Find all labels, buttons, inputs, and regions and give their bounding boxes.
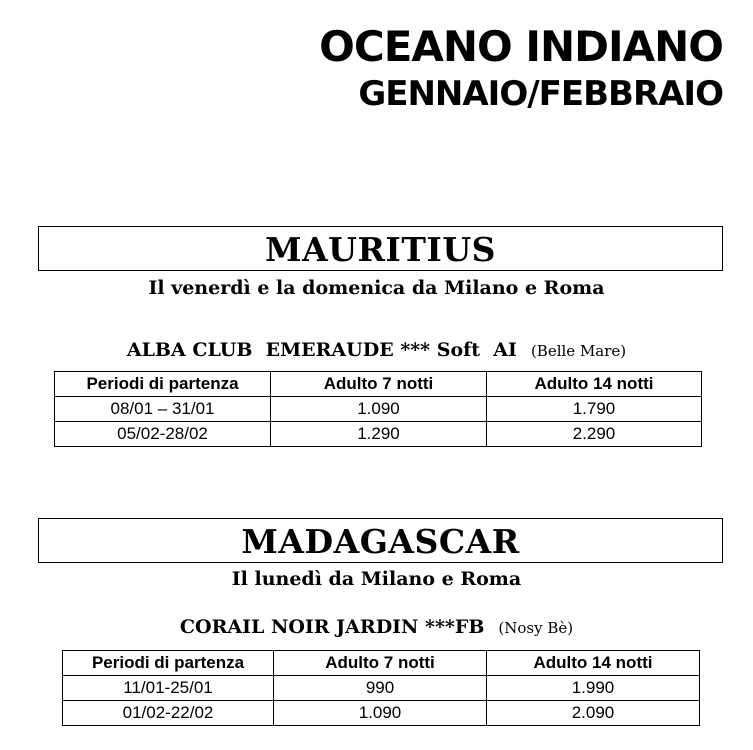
table-row bbox=[55, 397, 702, 422]
price-14-cell: 2.090 bbox=[487, 701, 700, 726]
price-14-cell: 1.990 bbox=[487, 676, 700, 701]
departure-days-madagascar: Il lunedì da Milano e Roma bbox=[231, 568, 522, 590]
hotel-line-mauritius bbox=[0, 336, 753, 365]
period-cell: 01/02-22/02 bbox=[63, 701, 274, 726]
page-header bbox=[319, 22, 723, 116]
column-header-7-nights: Adulto 7 notti bbox=[271, 372, 487, 397]
column-header-14-nights: Adulto 14 notti bbox=[487, 372, 702, 397]
destination-title-madagascar: MADAGASCAR bbox=[38, 518, 723, 563]
price-14-cell: 1.790 bbox=[487, 397, 702, 422]
column-header-14-nights: Adulto 14 notti bbox=[487, 651, 700, 676]
table-header-row bbox=[55, 372, 702, 397]
period-cell: 05/02-28/02 bbox=[55, 422, 271, 447]
page-title: OCEANO INDIANO bbox=[319, 22, 723, 71]
price-7-cell: 1.090 bbox=[271, 397, 487, 422]
page-subtitle: GENNAIO/FEBBRAIO bbox=[358, 74, 723, 114]
hotel-location: (Belle Mare) bbox=[530, 342, 627, 360]
table-header-row bbox=[63, 651, 700, 676]
hotel-location: (Nosy Bè) bbox=[498, 619, 574, 637]
table-row bbox=[63, 701, 700, 726]
table-row bbox=[55, 422, 702, 447]
price-7-cell: 1.090 bbox=[274, 701, 487, 726]
hotel-name: ALBA CLUB EMERAUDE *** Soft AI bbox=[126, 339, 517, 361]
column-header-period: Periodi di partenza bbox=[55, 372, 271, 397]
hotel-name: CORAIL NOIR JARDIN ***FB bbox=[179, 616, 485, 638]
price-14-cell: 2.290 bbox=[487, 422, 702, 447]
period-cell: 11/01-25/01 bbox=[63, 676, 274, 701]
hotel-line-madagascar bbox=[0, 613, 753, 642]
price-table-madagascar bbox=[62, 650, 700, 726]
price-7-cell: 1.290 bbox=[271, 422, 487, 447]
price-7-cell: 990 bbox=[274, 676, 487, 701]
departure-days-mauritius: Il venerdì e la domenica da Milano e Roma bbox=[148, 277, 605, 299]
column-header-7-nights: Adulto 7 notti bbox=[274, 651, 487, 676]
destination-title-mauritius: MAURITIUS bbox=[38, 226, 723, 271]
column-header-period: Periodi di partenza bbox=[63, 651, 274, 676]
price-table-mauritius bbox=[54, 371, 702, 447]
period-cell: 08/01 – 31/01 bbox=[55, 397, 271, 422]
table-row bbox=[63, 676, 700, 701]
